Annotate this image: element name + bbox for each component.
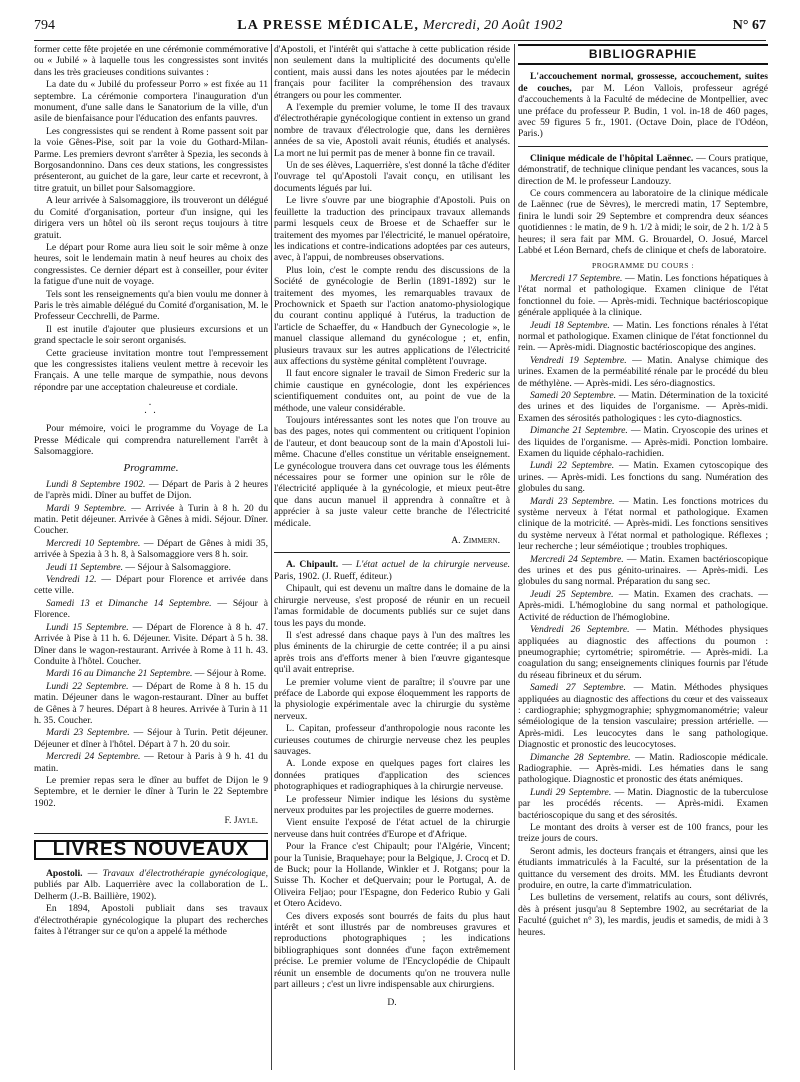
paragraph: Vient ensuite l'exposé de l'état actuel de la chirurgie nerveuse dans huit contrées d'Europe et d'Afrique. — [274, 817, 510, 840]
paragraph: Le professeur Nimier indique les lésions du système nerveux produites par les projectiles de guerre modernes. — [274, 793, 510, 816]
page-header — [34, 14, 766, 41]
schedule-date: Mardi 9 Septembre. — [46, 502, 127, 514]
paragraph: Le premier volume vient de paraître; il s'ouvre par une préface de Laborde qui expose éloquemment les rapports de la physiologie expérimentale avec la chirurgie du système nerveux. — [274, 676, 510, 722]
schedule-date: Mardi 23 Septembre. — [530, 495, 615, 507]
schedule-text: — Départ de Paris à 2 heures de l'après midi. Dîner au buffet de Dijon. — [34, 478, 268, 502]
paragraph: L. Capitan, professeur d'anthropologie nous raconte les curieuses coutumes de chirurgie nerveuse chez les peuples sauvages. — [274, 723, 510, 757]
schedule-text: — Matin. Examen bactérioscopique des urines et des pus génito-urinaires. — Après-midi. Les globules du sang normal. Préparation du sang sec. — [518, 553, 768, 588]
schedule-text: — Séjour à Rome. — [192, 668, 267, 680]
page-number: 794 — [34, 18, 55, 33]
schedule-date: Jeudi 11 Septembre. — [46, 561, 123, 573]
entry-details: — Cours pratique, démonstratif, de technique clinique pendant les vacances, sous la direction de M. le professeur Landouzy. — [518, 152, 768, 187]
paragraph: Le premier repas sera le dîner au buffet de Dijon le 9 Septembre, et le dernier le dîner à Turin le 22 Septembre 1902. — [34, 774, 268, 809]
schedule-date: Lundi 22 Septembre. — [530, 460, 615, 472]
entry-details: par M. Léon Vallois, professeur agrégé d'accouchements à la Faculté de médecine de Montpellier, avec une préface du professeur P. Budin, 1 vol. in-18 de 460 pages, avec 59 figures 5 fr., 1901. (Octave Doin, place de l'Odéon, Paris.) — [518, 82, 768, 140]
schedule-item — [34, 681, 268, 727]
schedule-text: — Départ pour Florence et arrivée dans cette ville. — [34, 574, 268, 597]
schedule-date: Dimanche 28 Septembre. — [530, 751, 631, 763]
schedule-date: Vendredi 19 Septembre. — [530, 354, 627, 366]
paragraph: A. Londe expose en quelques pages fort claires les données pratiques d'application des sciences photographiques et radiographiques à la chirurgie nerveuse. — [274, 758, 510, 793]
issue-number: N° 67 — [732, 18, 766, 33]
programme-label: PROGRAMME DU COURS : — [592, 260, 694, 270]
schedule-date: Jeudi 25 Septembre. — [530, 588, 614, 600]
signature: F. Jayle. — [224, 815, 258, 827]
column-rule — [514, 44, 515, 1070]
schedule-item — [34, 562, 268, 573]
paragraph: former cette fête projetée en une cérémonie commémorative ou « Jubilé » à laquelle tous les congressistes sont invités dans les très gracieuses conditions suivantes : — [34, 44, 268, 78]
schedule-item — [34, 479, 268, 502]
schedule-item — [518, 460, 768, 494]
book-author: Apostoli. — [46, 868, 83, 879]
schedule-text: — Matin. Examen cytoscopique des urines. — Après-midi. Les fonctions du sang. Numération des globules du sang. — [518, 460, 768, 495]
schedule-date: Vendredi 12. — [46, 574, 97, 586]
schedule-item — [518, 390, 768, 424]
signature: D. — [387, 996, 397, 1008]
journal-title — [34, 18, 766, 34]
schedule-item — [518, 273, 768, 319]
schedule-date: Mercredi 10 Septembre. — [46, 537, 141, 549]
issue-date: Mercredi, 20 Août 1902 — [422, 18, 563, 33]
paragraph: Toujours intéressantes sont les notes que l'on trouve au bas des pages, notes qui commentent ou critiquent l'opinion de l'auteur, et dont beaucoup sont de la main d'Apostoli lui-même. Chacune d'elles constitue un véritable enseignement. Le gynécologue trouvera dans cet ouvrage tous les éléments nécessaires pour se former une opinion sur le rôle de l'électricité appliquée à la gynécologie, et mieux peut-être que dans aucun manuel il apprendra à connaître et à apprécier à sa juste valeur cette branche de l'électricité médicale. — [274, 415, 510, 529]
paragraph: Seront admis, les docteurs français et étrangers, ainsi que les étudiants immatriculés à la Faculté, sur la présentation de la quittance du versement des droits. MM. les Étudiants devront produire, en outre, la carte d'immatriculation. — [518, 845, 768, 892]
book-publication: Paris, 1902. (J. Rueff, éditeur.) — [274, 570, 392, 582]
paragraph: Tels sont les renseignements qu'a bien voulu me donner à Paris le très aimable délégué du Comité d'organisation, M. le Professeur Cecchrelli, de Parme. — [34, 288, 268, 323]
schedule-text: — Départ de Rome à 8 h. 15 du matin. Déjeuner dans le wagon-restaurant. Dîner au buffet de Gênes à 7 heures. Départ à 8 heures. Arrivée à Turin à 11 h. 35. Coucher. — [34, 680, 268, 726]
schedule-item — [34, 574, 268, 597]
schedule-text: — Matin. Les fonctions rénales à l'état normal et pathologique. Examen clinique de l'état fonctionnel du rein. — Après-midi. Diagnostic bactérioscopique des angines. — [518, 319, 768, 354]
divider — [34, 833, 268, 834]
paragraph: Les congressistes qui se rendent à Rome passent soit par la voie Gênes-Pise, soit par la voie du Gothard-Milan-Parme. Les premiers devront s'arrêter à Spezia, les seconds à Borgosandonnino. Dans ces deux stations, les congressistes présenteront, au guichet de la gare, leur carte et recevront, à titre gratuit, un billet pour Salsomaggiore. — [34, 125, 268, 194]
schedule-text: — Séjour à Turin. Petit déjeuner. Déjeuner et dîner à l'hôtel. Départ à 7 h. 20 du soir. — [34, 727, 268, 750]
paragraph: Le montant des droits à verser est de 100 francs, pour les treize jours de cours. — [518, 822, 768, 845]
divider — [518, 146, 768, 147]
book-entry: Apostoli. — Travaux d'électrothérapie gynécologique, publiés par Alb. Laquerrière avec la collaboration de L. Delherm (J.-B. Baillière, 1902). — [34, 868, 268, 902]
schedule-item — [34, 538, 268, 561]
paragraph: A leur arrivée à Salsomaggiore, ils trouveront un délégué du Comité d'organisation, porteur d'un insigne, qui les dirigera vers un hôtel où ils seront reçus toujours à titre gratuit. — [34, 195, 268, 241]
section-heading-bibliographie: BIBLIOGRAPHIE — [518, 44, 768, 65]
schedule-text: — Matin. Méthodes physiques appliquées au diagnostic des affections du poumon : pneumographie; cyrtométrie; spirométrie. — Après-midi. La coagulation du sang; enseignements cliniques fournis par l'étude du réseau fibrineux et du sérum. — [518, 624, 768, 681]
schedule-item — [518, 682, 768, 750]
book-publication: publiés par Alb. Laquerrière avec la collaboration de L. Delherm (J.-B. Baillière, 1902). — [34, 879, 268, 902]
schedule-text: — Séjour à Salsomaggiore. — [123, 561, 231, 573]
paragraph: Il est inutile d'ajouter que plusieurs excursions et un grand spectacle le soir seront organisés. — [34, 323, 268, 347]
schedule-item — [518, 554, 768, 588]
schedule-text: — Matin. Analyse chimique des urines. Examen de la perméabilité rénale par le procédé du bleu de méthylène. — Après-midi. Les séro-diagnostics. — [518, 354, 768, 389]
bibliography-entry — [518, 71, 768, 139]
schedule-date: Lundi 29 Septembre. — [530, 786, 612, 798]
entry-title: L'accouchement normal, grossesse, accouchement, suites de couches, — [518, 71, 768, 94]
signature: A. Zimmern. — [451, 535, 500, 547]
asterism: . . . — [144, 397, 158, 417]
entry-title: Clinique médicale de l'hôpital Laënnec. — [530, 152, 694, 164]
schedule-item — [518, 624, 768, 681]
column-1 — [34, 44, 268, 1072]
schedule-item — [34, 622, 268, 668]
paragraph: Plus loin, c'est le compte rendu des discussions de la Société de gynécologie de Berlin (1891-1892) sur le traitement des myomes, les remarquables travaux de Prochownick et Spaeth sur l'action anatomo-physiologique du courant continu appliqué à l'utérus, la traduction de l'article de Schaeffer, du « Handbuch der Gynecologie », le manuel classique allemand du gynécologue ; et, enfin, plusieurs travaux sur les autres applications de l'électricité aux affections du système génital complètent l'ouvrage. — [274, 264, 510, 367]
paragraph: Pour la France c'est Chipault; pour l'Algérie, Vincent; pour la Tunisie, Braquehaye; pour la Belgique, J. Crocq et D. de Buck; pour la Hollande, Winkler et J. Rotgans; pour la Suisse Th. Kocher et deQuervain; pour le Portugal, A. de Oliveira Feljao; pour l'Espagne, don Federico Rubio y Gali et Otero Acidevo. — [274, 841, 510, 910]
column-3 — [518, 44, 768, 1072]
schedule-text: — Arrivée à Turin à 8 h. 20 du matin. Petit déjeuner. Arrivée à Gênes à midi. Séjour. Dîner. Coucher. — [34, 502, 268, 537]
schedule-text: — Matin. Radioscopie médicale. Radiographie. — Après-midi. Les hématies dans le sang pathologique. Diagnostic et pronostic des états anémiques. — [518, 751, 768, 786]
paragraph: Un de ses élèves, Laquerrière, s'est donné la tâche d'éditer l'ouvrage tel qu'Apostoli l'avait conçu, en utilisant les documents légués par lui. — [274, 160, 510, 194]
schedule-date: Mercredi 24 Septembre. — [530, 553, 624, 565]
book-author: A. Chipault. — [286, 559, 339, 571]
schedule-text: — Matin. Cryoscopie des urines et des liquides de l'organisme. — Après-midi. Ponction lombaire. Examen du liquide céphalo-rachidien. — [518, 425, 768, 459]
schedule-date: Jeudi 18 Septembre. — [530, 319, 610, 331]
programme-list — [34, 479, 268, 774]
paragraph: Pour mémoire, voici le programme du Voyage de La Presse Médicale qui comprendra naturellement l'arrêt à Salsomaggiore. — [34, 423, 268, 457]
schedule-date: Dimanche 21 Septembre. — [530, 425, 628, 437]
schedule-item — [34, 751, 268, 774]
schedule-item — [518, 787, 768, 821]
schedule-date: Samedi 13 et Dimanche 14 Septembre. — [46, 597, 212, 609]
paragraph: d'Apostoli, et l'intérêt qui s'attache à cette publication réside non seulement dans la multiplicité des documents qu'elle contient, mais aussi dans les notes ajoutées par le médecin français pour faciliter la compréhension des travaux étrangers ou pour les commenter. — [274, 44, 510, 101]
cours-list — [518, 273, 768, 821]
paragraph: Il faut encore signaler le travail de Simon Frederic sur la chimie caustique en gynécologie, dont les expériences scientifiquement conduites ont, au point de vue de la méthode, une valeur considérable. — [274, 368, 510, 414]
schedule-item — [518, 425, 768, 459]
schedule-text: — Départ de Florence à 8 h. 47. Arrivée à Pise à 11 h. 6. Déjeuner. Visite. Départ à 5 h. 38. Dîner dans le wagon-restaurant. Arrivée à Rome à 11 h. 43. Conduite à l'hôtel. Coucher. — [34, 621, 268, 667]
paragraph: Cette gracieuse invitation montre tout l'empressement que les congressistes italiens veulent mettre à recevoir les Français. A une telle marque de sympathie, nous devons répondre par une acceptation chaleureuse et cordiale. — [34, 347, 268, 393]
divider — [274, 552, 510, 553]
paragraph: Le livre s'ouvre par une biographie d'Apostoli. Puis on feuillette la traduction des principaux travaux allemands parmi lesquels ceux de Broese et de Schaeffer sur le traitement des myomes par l'électricité, le manuel opératoire, les indications et contre-indications adoptées par ces auteurs, avec, à l'appui, de nombreuses observations. — [274, 195, 510, 264]
schedule-text: — Matin. Les fonctions motrices du système nerveux à l'état normal et pathologique. Examen clinique de la motricité. — Après-midi. Les fonctions sensitives du système nerveux à l'état normal et pathologique. Réflexes ; leur recherche ; leur séméiotique ; troubles trophiques. — [518, 495, 768, 553]
paragraph: Chipault, qui est devenu un maître dans le domaine de la chirurgie nerveuse, s'est proposé de réunir en un recueil l'amas formidable de documents publiés sur ce sujet dans tous les pays du monde. — [274, 583, 510, 629]
book-title: L'état actuel de la chirurgie nerveuse. — [355, 559, 510, 571]
paragraph: Les bulletins de versement, relatifs au cours, sont délivrés, dès à présent jusqu'au 8 Septembre 1902, au secrétariat de la Faculté (guichet n° 3), les mardis, jeudis et samedis, de midi à 3 heures. — [518, 892, 768, 938]
paragraph: Le départ pour Rome aura lieu soit le soir même à onze heures, soit le lendemain matin à neuf heures au choix des congressistes. Ce dernier départ est à conseiller, pour éviter la fatigue d'une nuit de voyage. — [34, 241, 268, 288]
column-rule — [271, 44, 272, 1070]
schedule-date: Mercredi 24 Septembre. — [46, 751, 141, 763]
schedule-date: Samedi 27 Septembre. — [530, 682, 626, 694]
schedule-item — [34, 668, 268, 679]
schedule-text: — Matin. Examen des crachats. — Après-midi. L'hémoglobine du sang normal et pathologique. Activité de réduction de l'hémoglobine. — [518, 588, 768, 623]
paragraph: Il s'est adressé dans chaque pays à l'un des maîtres les plus éminents de la chirurgie de cette contrée; il a pu ainsi après trois ans d'efforts mener à bien l'œuvre gigantesque qu'il avait entreprise. — [274, 629, 510, 676]
paragraph: Ces divers exposés sont bourrés de faits du plus haut intérêt et sont illustrés par de nombreuses gravures et reproductions photographiques ; les indications bibliographiques sont données d'une façon extrêmement précise. Le premier volume de l'Encyclopédie de Chipault réunit un ensemble de documents qu'on ne trouvera nulle part ailleurs ; c'est un livre indispensable aux chirurgiens. — [274, 910, 510, 991]
journal-name: LA PRESSE MÉDICALE, — [237, 18, 420, 33]
schedule-text: — Matin. Détermination de la toxicité des urines et des liquides de l'organisme. — Après-midi. Examen des sérosités pathologiques : les cyto-diagnostics. — [518, 389, 768, 424]
schedule-item — [34, 503, 268, 537]
schedule-text: — Matin. Diagnostic de la tuberculose par les procédés récents. — Après-midi. Examen bactérioscopique du sang et des sérosités. — [518, 786, 768, 821]
paragraph: La date du « Jubilé du professeur Porro » est fixée au 11 septembre. La cérémonie comportera l'inauguration d'un monument, d'une salle dans le Sanatorium de la ville, d'un asile de bienfaisance pour l'éducation des enfants pauvres. — [34, 79, 268, 125]
paragraph: Ce cours commencera au laboratoire de la clinique médicale de Laënnec (rue de Sèvres), le mercredi matin, 17 Septembre, finira le lundi soir 29 Septembre et comprendra deux séances quotidiennes : le matin, de 9 h. 1/2 à midi; le soir, de 2 h. 1/2 à 5 heures; il sera fait par MM. G. Brouardel, O. Josué, Marcel Labbé et Léon Bernard, chefs de clinique et chefs de laboratoire. — [518, 188, 768, 257]
schedule-date: Samedi 20 Septembre. — [530, 389, 617, 401]
schedule-date: Vendredi 26 Septembre. — [530, 624, 630, 636]
schedule-item — [518, 496, 768, 553]
book-title: Travaux d'électrothérapie gynécologique, — [102, 868, 268, 879]
schedule-date: Lundi 22 Septembre. — [46, 680, 129, 692]
bibliography-entry — [518, 153, 768, 187]
schedule-date: Lundi 8 Septembre 1902. — [46, 478, 146, 490]
paragraph: En 1894, Apostoli publiait dans ses travaux d'électrothérapie gynécologique la plupart des recherches faites à l'étranger sur ce qu'on a appelé la méthode — [34, 903, 268, 938]
schedule-item — [34, 598, 268, 621]
schedule-text: — Départ de Gênes à midi 35, arrivée à Spezia à 3 h. 8, à Salsomaggiore vers 8 h. soir. — [34, 537, 268, 561]
schedule-text: — Matin. Les fonctions hépatiques à l'état normal et pathologique. Examen clinique de l'état fonctionnel du foie. — Après-midi. Technique bactérioscopique générale appliquée à la clinique. — [518, 272, 768, 319]
schedule-date: Mardi 16 au Dimanche 21 Septembre. — [46, 668, 193, 680]
schedule-date: Mercredi 17 Septembre. — [530, 272, 623, 284]
schedule-text: — Séjour à Florence. — [34, 597, 268, 621]
schedule-text: — Matin. Méthodes physiques appliquées au diagnostic des affections du cœur et des vaisseaux : cardiographie; sphygmographie; sphygmomanométrie; valeur séméiologique de la tension vasculaire; pression artérielle. — Après-midi. Les leucocytes dans le sang pathologique. Diagnostic et pronostic des leucocytoses. — [518, 682, 768, 751]
book-entry: A. Chipault. — L'état actuel de la chirurgie nerveuse. Paris, 1902. (J. Rueff, éditeur.) — [274, 559, 510, 582]
schedule-item — [518, 752, 768, 786]
programme-heading: Programme. — [123, 462, 179, 475]
schedule-item — [518, 589, 768, 623]
schedule-date: Lundi 15 Septembre. — [46, 621, 129, 633]
column-2 — [274, 44, 510, 1072]
schedule-text: — Retour à Paris à 9 h. 41 du matin. — [34, 751, 268, 774]
schedule-item — [518, 355, 768, 389]
paragraph: A l'exemple du premier volume, le tome II des travaux d'électrothérapie gynécologique contient in extenso un grand nombre de travaux d'électrologie que, dans les dernières années de sa vie, Apostoli avait réunis, étudiés et analysés. La mort ne lui permit pas de mener à bonne fin ce travail. — [274, 102, 510, 159]
schedule-item — [518, 320, 768, 354]
schedule-date: Mardi 23 Septembre. — [46, 727, 130, 739]
schedule-item — [34, 727, 268, 750]
section-heading-livres: LIVRES NOUVEAUX — [34, 840, 268, 860]
